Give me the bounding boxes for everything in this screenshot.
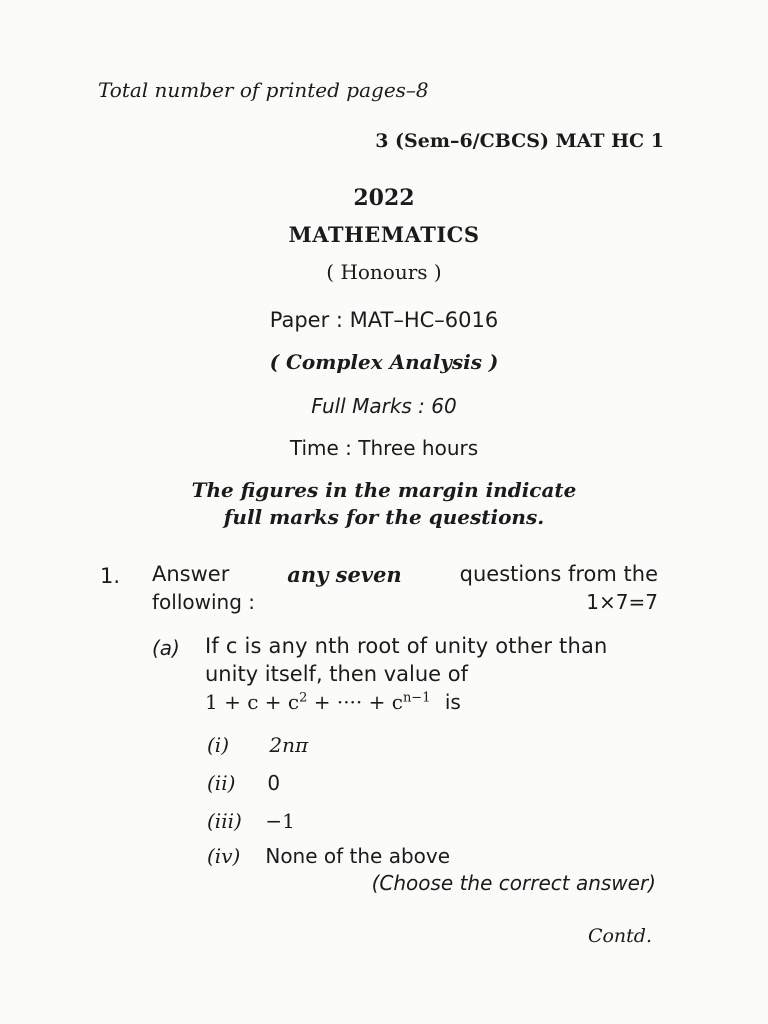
answer-instruction: (Choose the correct answer) [371, 871, 656, 895]
subquestion-line-2: unity itself, then value of [205, 662, 469, 686]
question-prompt-line-2: following : [152, 590, 256, 614]
expr-mid: + ···· + c [307, 690, 403, 714]
question-prompt-line-1 [152, 562, 658, 587]
subquestion-line-1: If c is any nth root of unity other than [205, 634, 608, 658]
option-ii [207, 771, 280, 795]
instruction-line-2: full marks for the questions. [223, 505, 545, 529]
prompt-emphasis: any seven [287, 562, 402, 587]
option-iii [207, 809, 295, 833]
option-text: None of the above [265, 844, 451, 868]
paper-title: ( Complex Analysis ) [269, 350, 499, 374]
option-label: (ii) [207, 771, 236, 795]
honours-label: ( Honours ) [326, 260, 442, 284]
contd-label: Contd. [587, 925, 652, 947]
prompt-start: Answer [152, 562, 230, 586]
paper-code: Paper : MAT–HC–6016 [269, 308, 499, 332]
expr-exponent-1: 2 [299, 690, 308, 706]
exam-time: Time : Three hours [289, 436, 479, 460]
expr-tail: is [444, 690, 461, 714]
subject-title: MATHEMATICS [288, 222, 480, 247]
option-iv [207, 844, 450, 868]
option-text: 0 [267, 771, 281, 795]
expr-exponent-2: n−1 [402, 690, 431, 706]
course-code: 3 (Sem–6/CBCS) MAT HC 1 [375, 130, 664, 152]
option-label: (iii) [207, 809, 242, 833]
prompt-end: questions from the [459, 562, 658, 586]
instruction-line-1: The figures in the margin indicate [191, 478, 577, 502]
option-text: −1 [265, 809, 295, 833]
question-number: 1. [100, 564, 121, 588]
subquestion-label: (a) [152, 636, 180, 660]
option-i [207, 733, 308, 757]
option-text: 2nπ [269, 733, 309, 757]
series-expression [205, 690, 461, 714]
option-label: (iv) [207, 844, 241, 868]
expr-base: 1 + c + c [205, 690, 300, 714]
full-marks: Full Marks : 60 [311, 394, 457, 418]
printed-pages-note: Total number of printed pages–8 [98, 78, 429, 102]
exam-year: 2022 [353, 185, 415, 211]
question-marks: 1×7=7 [586, 590, 658, 614]
option-label: (i) [207, 733, 230, 757]
